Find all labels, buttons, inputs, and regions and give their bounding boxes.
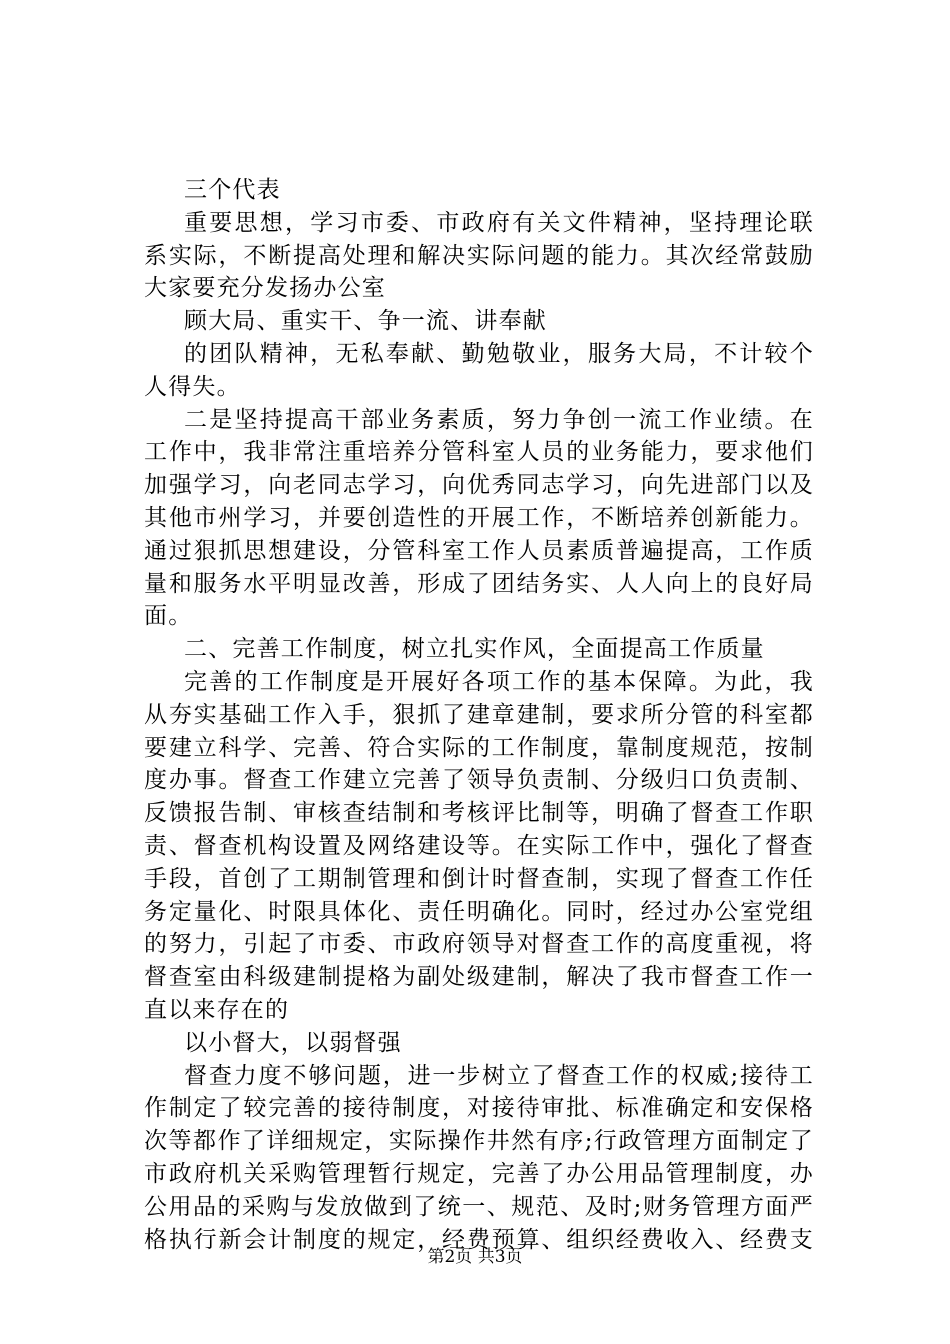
- text-line: 直以来存在的: [144, 996, 290, 1023]
- text-line: 的努力，引起了市委、市政府领导对督查工作的高度重视，将: [144, 931, 814, 958]
- text-line: 责、督查机构设置及网络建设等。在实际工作中，强化了督查: [144, 832, 814, 859]
- text-line: 通过狠抓思想建设，分管科室工作人员素质普遍提高，工作质: [144, 537, 814, 564]
- text-line: 重要思想，学习市委、市政府有关文件精神，坚持理论联: [184, 209, 814, 236]
- text-line: 量和服务水平明显改善，形成了团结务实、人人向上的良好局: [144, 570, 814, 597]
- text-line: 完善的工作制度是开展好各项工作的基本保障。为此，我: [184, 668, 814, 695]
- text-line: 督查力度不够问题，进一步树立了督查工作的权威;接待工: [184, 1062, 814, 1089]
- text-line: 公用品的采购与发放做到了统一、规范、及时;财务管理方面严: [144, 1193, 814, 1220]
- text-line: 顾大局、重实干、争一流、讲奉献: [184, 308, 547, 335]
- text-line: 二是坚持提高干部业务素质，努力争创一流工作业绩。在: [184, 406, 814, 433]
- text-line: 大家要充分发扬办公室: [144, 275, 386, 302]
- text-line: 加强学习，向老同志学习，向优秀同志学习，向先进部门以及: [144, 472, 814, 499]
- page-footer: 第2页 共3页: [427, 1247, 523, 1267]
- text-line: 以小督大，以弱督强: [184, 1029, 402, 1056]
- document-body: [144, 174, 814, 1256]
- text-line: 从夯实基础工作入手，狠抓了建章建制，要求所分管的科室都: [144, 701, 814, 728]
- text-line: 系实际，不断提高处理和解决实际问题的能力。其次经常鼓励: [144, 242, 814, 269]
- text-line: 作制定了较完善的接待制度，对接待审批、标准确定和安保格: [144, 1095, 814, 1122]
- text-line: 其他市州学习，并要创造性的开展工作，不断培养创新能力。: [144, 504, 814, 531]
- text-line: 的团队精神，无私奉献、勤勉敬业，服务大局，不计较个: [184, 340, 814, 367]
- text-line: 要建立科学、完善、符合实际的工作制度，靠制度规范，按制: [144, 734, 814, 761]
- section-heading: 二、完善工作制度，树立扎实作风，全面提高工作质量: [184, 636, 765, 663]
- text-line: 督查室由科级建制提格为副处级建制，解决了我市督查工作一: [144, 964, 814, 991]
- text-line: 务定量化、时限具体化、责任明确化。同时，经过办公室党组: [144, 898, 814, 925]
- text-line: 格执行新会计制度的规定，经费预算、组织经费收入、经费支: [144, 1226, 814, 1253]
- text-line: 面。: [144, 603, 193, 630]
- text-line: 度办事。督查工作建立完善了领导负责制、分级归口负责制、: [144, 767, 814, 794]
- text-line: 人得失。: [144, 373, 241, 400]
- text-line: 反馈报告制、审核查结制和考核评比制等，明确了督查工作职: [144, 800, 814, 827]
- text-line: 手段，首创了工期制管理和倒计时督查制，实现了督查工作任: [144, 865, 814, 892]
- text-line: 市政府机关采购管理暂行规定，完善了办公用品管理制度，办: [144, 1160, 814, 1187]
- text-line: 三个代表: [184, 177, 281, 203]
- text-line: 工作中，我非常注重培养分管科室人员的业务能力，要求他们: [144, 439, 814, 466]
- text-line: 次等都作了详细规定，实际操作井然有序;行政管理方面制定了: [144, 1128, 814, 1155]
